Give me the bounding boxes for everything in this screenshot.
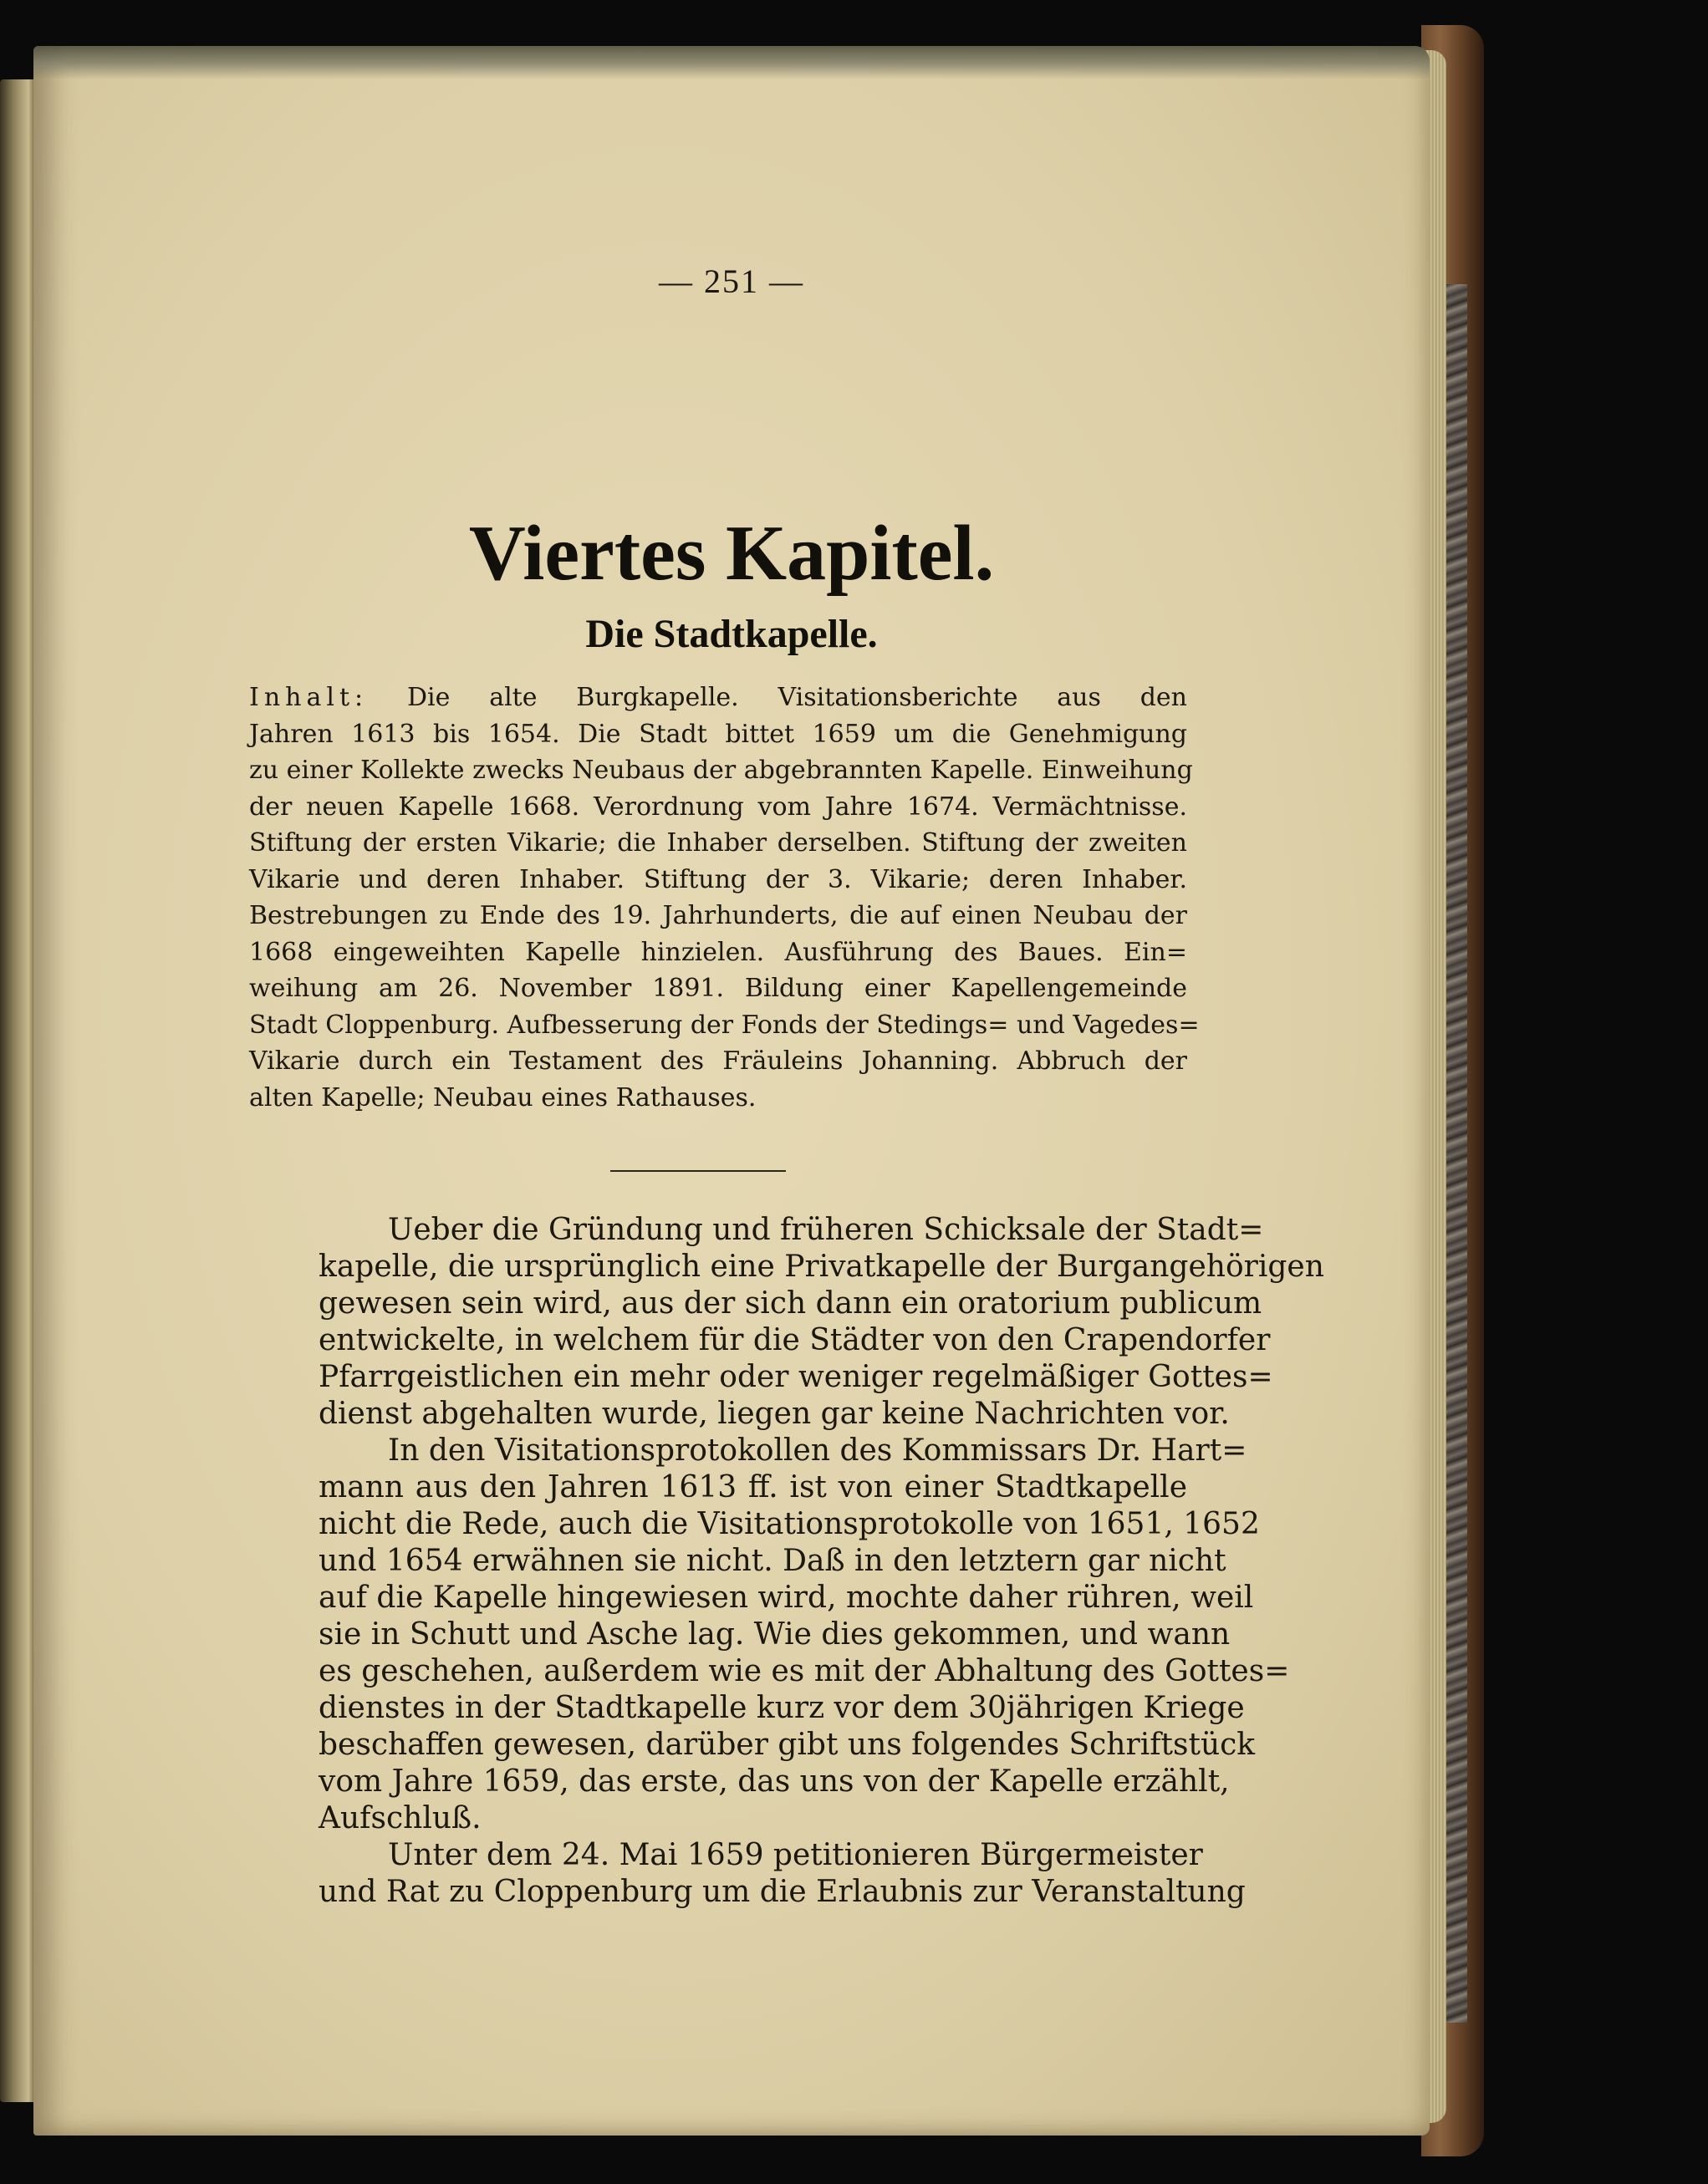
summary-line: zu einer Kollekte zwecks Neubaus der abgebrannten Kapelle. Einweihung xyxy=(249,756,1193,785)
text-line: In den Visitationsprotokollen des Kommissars Dr. Hart= xyxy=(388,1433,1247,1468)
summary-line: alten Kapelle; Neubau eines Rathauses. xyxy=(249,1082,757,1112)
body-text xyxy=(249,1212,1324,1911)
text-line: nicht die Rede, auch die Visitationsprotokolle von 1651, 1652 xyxy=(319,1507,1260,1541)
summary-line: Stiftung der ersten Vikarie; die Inhaber derselben. Stiftung der zweiten xyxy=(249,828,1187,858)
summary-line: der neuen Kapelle 1668. Verordnung vom Jahre 1674. Vermächtnisse. xyxy=(249,792,1187,822)
text-line: es geschehen, außerdem wie es mit der Abhaltung des Gottes= xyxy=(319,1654,1290,1688)
page-number: — 251 — xyxy=(659,262,804,300)
book-page xyxy=(33,46,1430,2136)
summary-label: Inhalt: xyxy=(249,683,369,712)
chapter-summary xyxy=(249,680,1200,1116)
text-line: und 1654 erwähnen sie nicht. Daß in den letztern gar nicht xyxy=(319,1544,1226,1578)
text-line: auf die Kapelle hingewiesen wird, mochte daher rühren, weil xyxy=(319,1581,1254,1615)
summary-line: weihung am 26. November 1891. Bildung einer Kapellengemeinde xyxy=(249,974,1187,1003)
text-line: sie in Schutt und Asche lag. Wie dies gekommen, und wann xyxy=(319,1617,1231,1652)
paragraph xyxy=(249,1212,1324,1433)
section-divider xyxy=(610,1170,786,1172)
text-line: dienst abgehalten wurde, liegen gar keine Nachrichten vor. xyxy=(319,1397,1230,1431)
text-line: Pfarrgeistlichen ein mehr oder weniger regelmäßiger Gottes= xyxy=(319,1360,1273,1394)
left-page-edge xyxy=(0,79,33,2102)
summary-line: Bestrebungen zu Ende des 19. Jahrhunderts, die auf einen Neubau der xyxy=(249,901,1187,930)
text-line: Aufschluß. xyxy=(319,1801,482,1835)
text-line: dienstes in der Stadtkapelle kurz vor dem 30jährigen Kriege xyxy=(319,1691,1245,1725)
text-line: kapelle, die ursprünglich eine Privatkapelle der Burgangehörigen xyxy=(319,1250,1324,1284)
summary-line: Vikarie und deren Inhaber. Stiftung der 3. Vikarie; deren Inhaber. xyxy=(249,864,1187,894)
text-line: gewesen sein wird, aus der sich dann ein oratorium publicum xyxy=(319,1286,1262,1321)
text-line: mann aus den Jahren 1613 ff. ist von einer Stadtkapelle xyxy=(319,1470,1187,1504)
chapter-subtitle: Die Stadtkapelle. xyxy=(585,612,878,656)
page-top-shadow xyxy=(33,46,1430,79)
text-line: vom Jahre 1659, das erste, das uns von der Kapelle erzählt, xyxy=(319,1764,1230,1799)
summary-line: Vikarie durch ein Testament des Fräuleins Johanning. Abbruch der xyxy=(249,1046,1187,1076)
text-line: beschaffen gewesen, darüber gibt uns folgendes Schriftstück xyxy=(319,1728,1256,1762)
chapter-title: Viertes Kapitel. xyxy=(468,510,995,597)
summary-line: 1668 eingeweihten Kapelle hinzielen. Ausführung des Baues. Ein= xyxy=(249,937,1187,967)
text-line: und Rat zu Cloppenburg um die Erlaubnis zur Veranstaltung xyxy=(319,1875,1246,1909)
text-line: entwickelte, in welchem für die Städter von den Crapendorfer xyxy=(319,1323,1271,1357)
text-line: Unter dem 24. Mai 1659 petitionieren Bürgermeister xyxy=(388,1838,1203,1872)
summary-line: Jahren 1613 bis 1654. Die Stadt bittet 1659 um die Genehmigung xyxy=(249,719,1187,749)
paragraph xyxy=(249,1433,1290,1837)
summary-line: Stadt Cloppenburg. Aufbesserung der Fonds der Stedings= und Vagedes= xyxy=(249,1010,1200,1040)
text-line: Ueber die Gründung und früheren Schicksale der Stadt= xyxy=(388,1213,1264,1247)
paragraph xyxy=(249,1837,1246,1911)
summary-line: Inhalt: Die alte Burgkapelle. Visitationsberichte aus den xyxy=(249,683,1187,712)
